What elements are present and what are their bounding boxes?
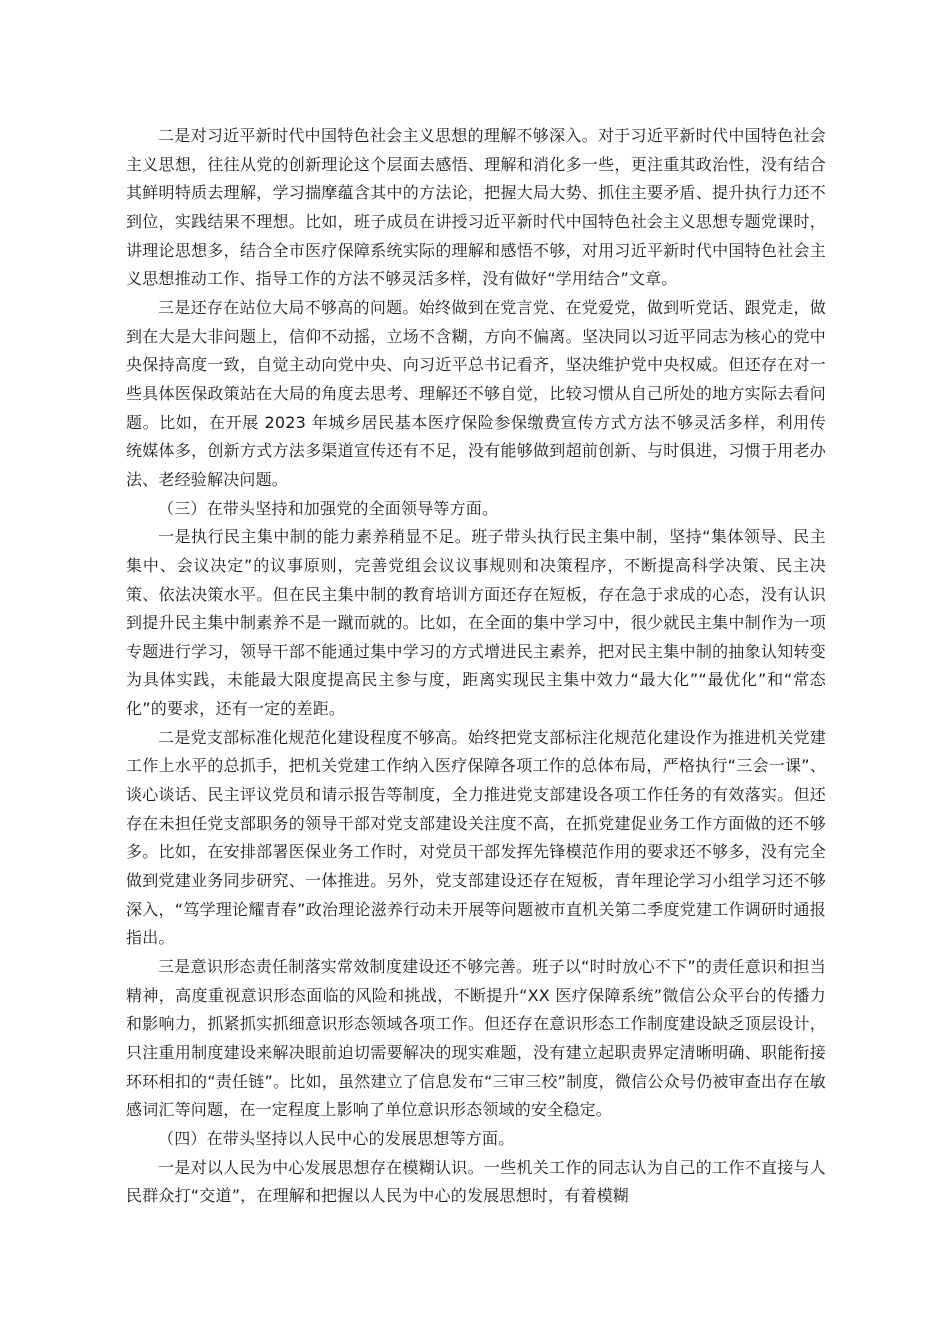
- paragraph-overall-situation: 三是还存在站位大局不够高的问题。始终做到在党言党、在党爱党，做到听党话、跟党走，做到在大是大非问题上，信仰不动摇，立场不含糊，方向不偏离。坚决同以习近平同志为核心的党中央保持高度一致，自觉主动向党中央、向习近平总书记看齐，坚决维护党中央权威。但还存在对一些具体医保政策站在大局的角度去思考、理解还不够自觉，比较习惯从自己所处的地方实际去看问题。比如，在开展 2023 年城乡居民基本医疗保险参保缴费宣传方式方法不够灵活多样，利用传统媒体多，创新方式方法多渠道宣传还有不足，没有能够做到超前创新、与时俱进，习惯于用老办法、老经验解决问题。: [126, 297, 826, 489]
- document-body: [126, 122, 826, 1211]
- section-heading-4: （四）在带头坚持以人民中心的发展思想等方面。: [158, 1128, 515, 1148]
- paragraph-democratic-centralism: 一是执行民主集中制的能力素养稍显不足。班子带头执行民主集中制，坚持“集体领导、民主集中、会议决定”的议事原则，完善党组会议议事规则和决策程序，不断提高科学决策、民主决策、依法决策水平。但在民主集中制的教育培训方面还存在短板，存在急于求成的心态，没有认识到提升民主集中制素养不是一蹴而就的。比如，在全面的集中学习中，很少就民主集中制作为一项专题进行学习，领导干部不能通过集中学习的方式增进民主素养，把对民主集中制的抽象认知转变为具体实践，未能最大限度提高民主参与度，距离实现民主集中效力“最大化”“最优化”和“常态化”的要求，还有一定的差距。: [126, 527, 826, 719]
- paragraph-ideology-responsibility: 三是意识形态责任制落实常效制度建设还不够完善。班子以“时时放心不下”的责任意识和担当精神，高度重视意识形态面临的风险和挑战，不断提升“XX 医疗保障系统”微信公众平台的传播力和影响力，抓紧抓实抓细意识形态领域各项工作。但还存在意识形态工作制度建设缺乏顶层设计，只注重用制度建设来解决眼前迫切需要解决的现实难题，没有建立起职责界定清晰明确、职能衔接环环相扣的“责任链”。比如，虽然建立了信息发布“三审三校”制度，微信公众号仍被审查出存在敏感词汇等问题，在一定程度上影响了单位意识形态领域的安全稳定。: [126, 957, 826, 1120]
- paragraph-party-branch: 二是党支部标准化规范化建设程度不够高。始终把党支部标注化规范化建设作为推进机关党建工作上水平的总抓手，把机关党建工作纳入医疗保障各项工作的总体布局，严格执行“三会一课”、谈心谈话、民主评议党员和请示报告等制度，全力推进党支部建设各项工作任务的有效落实。但还存在未担任党支部职务的领导干部对党支部建设关注度不高，在抓党建促业务工作方面做的还不够多。比如，在安排部署医保业务工作时，对党员干部发挥先锋模范作用的要求还不够多，没有完全做到党建业务同步研究、一体推进。另外，党支部建设还存在短板，青年理论学习小组学习还不够深入，“笃学理论耀青春”政治理论滋养行动未开展等问题被市直机关第二季度党建工作调研时通报指出。: [126, 727, 826, 948]
- paragraph-theory-understanding: 二是对习近平新时代中国特色社会主义思想的理解不够深入。对于习近平新时代中国特色社会主义思想，往往从党的创新理论这个层面去感悟、理解和消化多一些，更注重其政治性，没有结合其鲜明特质去理解，学习揣摩蕴含其中的方法论，把握大局大势、抓住主要矛盾、提升执行力还不到位，实践结果不理想。比如，班子成员在讲授习近平新时代中国特色社会主义思想专题党课时，讲理论思想多，结合全市医疗保障系统实际的理解和感悟不够，对用习近平新时代中国特色社会主义思想推动工作、指导工作的方法不够灵活多样，没有做好“学用结合”文章。: [126, 126, 826, 289]
- paragraph-people-centered: 一是对以人民为中心发展思想存在模糊认识。一些机关工作的同志认为自己的工作不直接与人民群众打“交道”，在理解和把握以人民为中心的发展思想时，有着模糊: [126, 1157, 826, 1206]
- section-heading-3: （三）在带头坚持和加强党的全面领导等方面。: [158, 498, 499, 518]
